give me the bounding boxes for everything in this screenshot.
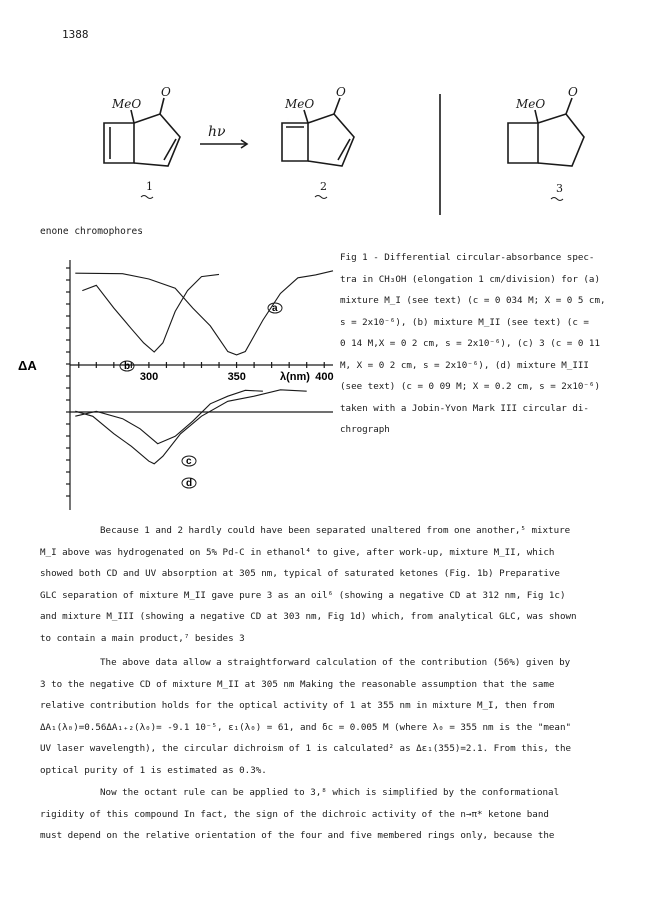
compound-number-2: 2: [320, 180, 327, 193]
reaction-scheme: [0, 80, 672, 220]
text-line: ΔA₁(λ₀)=0.56ΔA₁₊₂(λ₀)= -9.1 10⁻⁵, ε₁(λ₀) = 61, and δc = 0.005 M (where λ₀ = 355 nm is the "mean": [40, 721, 572, 733]
text-line: to contain a main product,⁷ besides 3: [40, 632, 245, 644]
carbonyl-o-label-3: O: [568, 85, 578, 99]
paragraph-2: [40, 652, 640, 782]
section-heading: enone chromophores: [40, 226, 143, 237]
caption-line: mixture M_I (see text) (c = 0 034 M; X = 0 5 cm,: [340, 295, 606, 306]
text-line: and mixture M_III (showing a negative CD at 303 nm, Fig 1d) which, from analytical GLC, was shown: [40, 611, 577, 623]
caption-line: s = 2x10⁻⁶), (b) mixture M_II (see text) (c =: [340, 316, 589, 328]
carbonyl-o-label-1: O: [161, 85, 171, 99]
series-line-a: [75, 271, 333, 355]
text-line: 3 to the negative CD of mixture M_II at 305 nm Making the reasonable assumption that the same: [40, 678, 555, 690]
compound-number-3: 3: [556, 182, 563, 195]
caption-line: taken with a Jobin-Yvon Mark III circular di-: [340, 402, 589, 414]
caption-line: chrograph: [340, 424, 390, 435]
text-line: GLC separation of mixture M_II gave pure 3 as an oil⁶ (showing a negative CD at 312 nm, Fig 1c): [40, 589, 566, 601]
paragraph-1: [40, 520, 640, 650]
x-tick-label: 350: [227, 371, 246, 383]
text-line: showed both CD and UV absorption at 305 nm, typical of saturated ketones (Fig. 1b) Preparative: [40, 568, 560, 580]
text-line: UV laser wavelength), the circular dichroism of 1 is calculated² as Δε₁(355)=2.1. From this, the: [40, 743, 572, 755]
text-line: Because 1 and 2 hardly could have been separated unaltered from one another,⁵ mixture: [100, 525, 571, 536]
caption-line: Fig 1 - Differential circular-absorbance spec-: [340, 252, 595, 263]
carbonyl-o-label-2: O: [336, 85, 346, 99]
y-axis-label: ΔA: [18, 358, 37, 373]
text-line: optical purity of 1 is estimated as 0.3%.: [40, 764, 267, 776]
caption-line: tra in CH₃OH (elongation 1 cm/division) for (a): [340, 273, 600, 285]
series-label-b: b: [124, 361, 131, 372]
caption-line: 0 14 M,X = 0 2 cm, s = 2x10⁻⁶), (c) 3 (c = 0 11: [340, 338, 600, 349]
text-line: relative contribution holds for the optical activity of 1 at 355 nm in mixture M_I, then from: [40, 700, 555, 712]
cd-spectrum-chart: [0, 250, 336, 520]
text-line: Now the octant rule can be applied to 3,⁸ which is simplified by the conformational: [100, 787, 560, 798]
x-tick-label: 300: [139, 371, 159, 383]
series-line-d: [75, 390, 306, 464]
text-line: M_I above was hydrogenated on 5% Pd-C in ethanol⁴ to give, after work-up, mixture M_II, which: [40, 546, 555, 558]
paragraph-3: [40, 782, 640, 847]
meo-label-2: MeO: [285, 97, 315, 111]
arrow-label: hν: [208, 124, 226, 140]
caption-line: (see text) (c = 0 09 M; X = 0.2 cm, s = 2x10⁻⁶): [340, 381, 600, 392]
text-line: The above data allow a straightforward calculation of the contribution (56%) given by: [100, 657, 571, 668]
compound-number-1: 1: [146, 180, 153, 193]
series-line-c: [75, 390, 263, 443]
caption-line: M, X = 0 2 cm, s = 2x10⁻⁶), (d) mixture M_III: [340, 359, 589, 371]
series-label-d: d: [186, 478, 193, 489]
meo-label-3: MeO: [516, 97, 546, 111]
figure-caption: [340, 247, 640, 441]
text-line: must depend on the relative orientation of the four and five membered rings only, because the: [40, 830, 555, 842]
x-tick-label: 400: [315, 371, 334, 383]
meo-label-1: MeO: [112, 97, 142, 111]
x-axis-label: λ(nm): [280, 371, 310, 383]
page-number: 1388: [62, 28, 89, 41]
series-label-a: a: [272, 303, 278, 314]
text-line: rigidity of this compound In fact, the sign of the dichroic activity of the n→π* ketone band: [40, 808, 549, 820]
series-label-c: c: [186, 456, 192, 467]
